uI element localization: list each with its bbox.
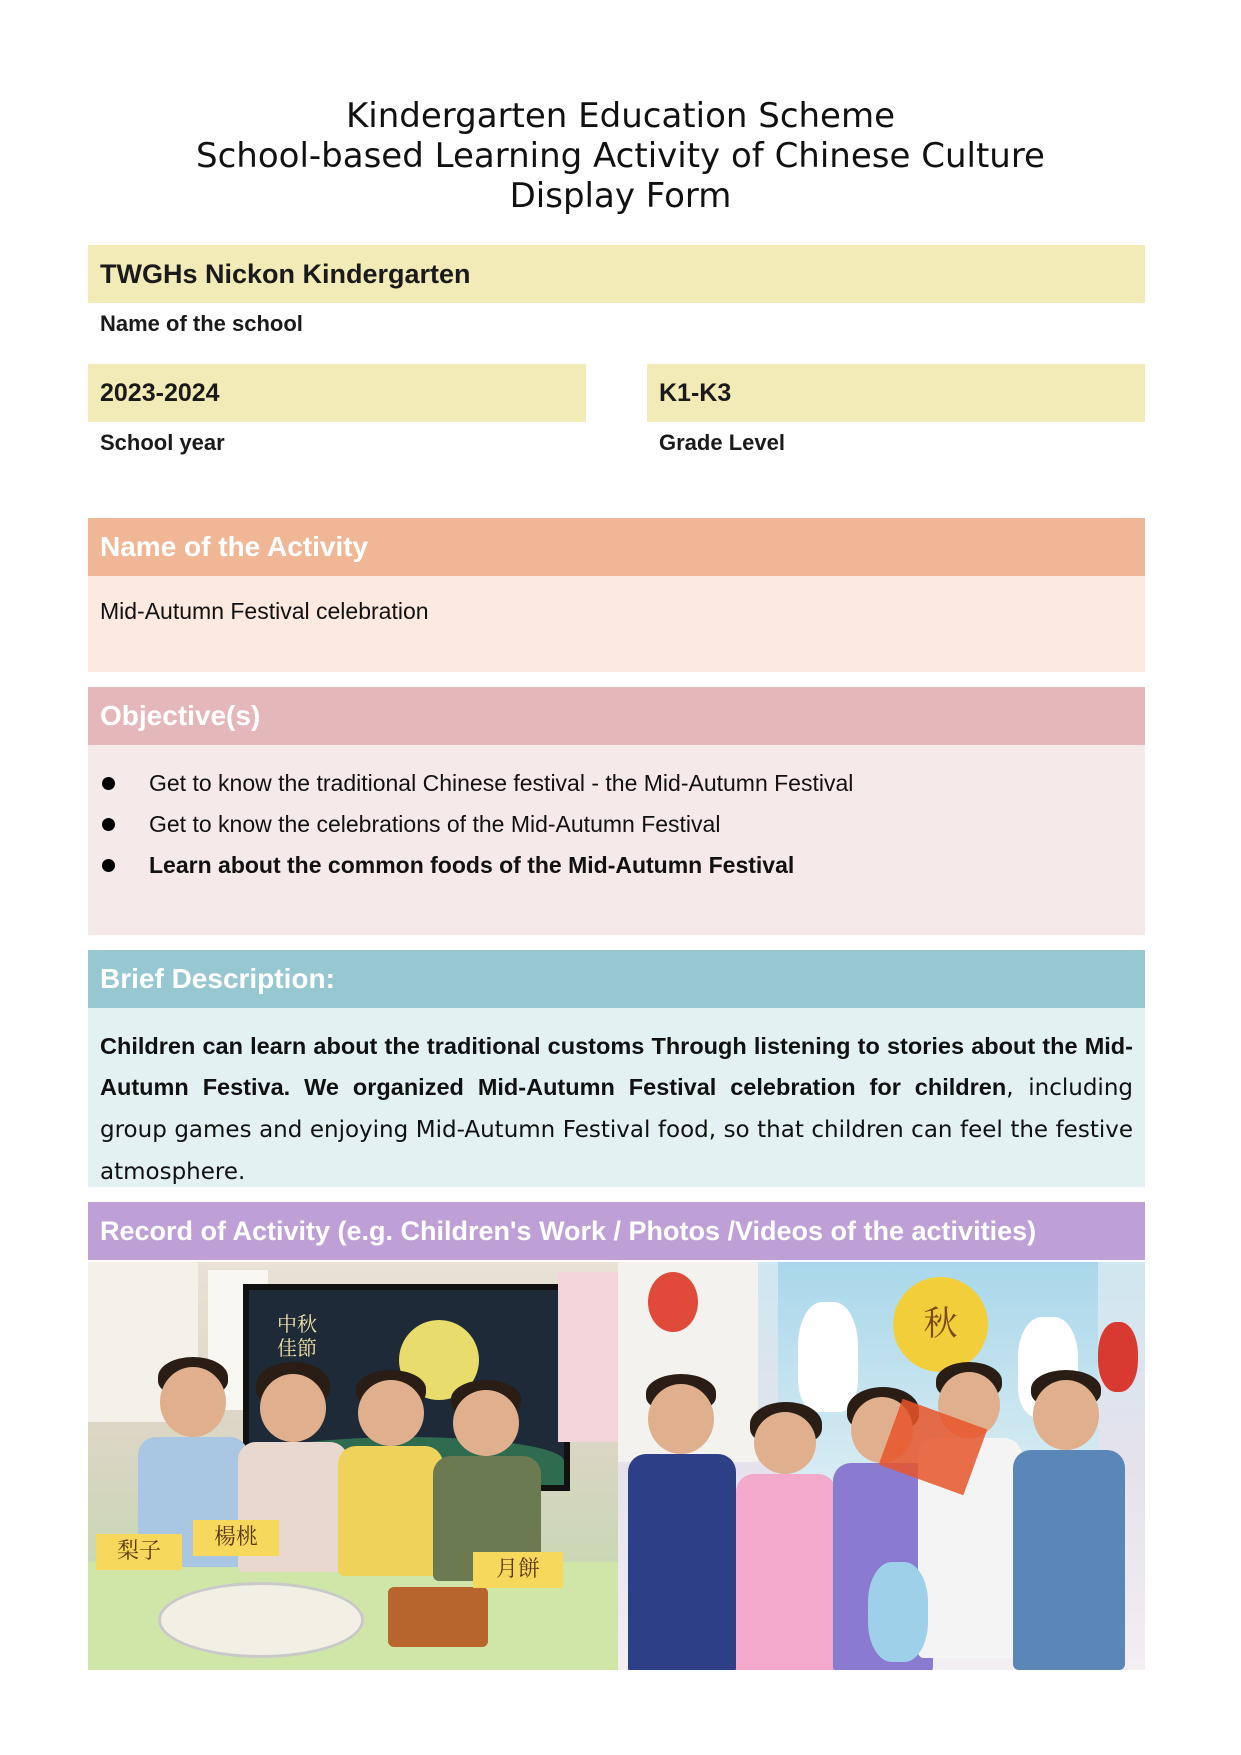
rabbit-figure <box>798 1302 858 1412</box>
title-line-1: Kindergarten Education Scheme <box>345 96 896 136</box>
title-line-2: School-based Learning Activity of Chinese Culture <box>196 136 1045 176</box>
grade-level-label: Grade Level <box>659 430 785 455</box>
stage-photo <box>618 1262 1145 1670</box>
fruit-plate <box>158 1582 364 1658</box>
description-box <box>88 1008 1145 1187</box>
activity-name-box <box>88 576 1145 672</box>
food-tray <box>388 1587 488 1647</box>
school-name-label: Name of the school <box>100 311 303 336</box>
record-heading: Record of Activity (e.g. Children's Work / Photos /Videos of the activities) <box>88 1202 1145 1260</box>
school-year-value: 2023-2024 <box>100 378 220 407</box>
objective-item: Get to know the traditional Chinese festival - the Mid-Autumn Festival <box>88 763 1145 804</box>
objectives-list <box>88 763 1145 886</box>
document-title <box>0 96 1241 216</box>
objectives-box <box>88 745 1145 935</box>
screen-text: 中秋 佳節 <box>277 1312 317 1360</box>
bullet-icon <box>102 859 115 872</box>
school-year-field <box>88 364 586 422</box>
description-heading: Brief Description: <box>88 950 1145 1008</box>
backdrop-moon-banner: 秋 <box>893 1277 988 1372</box>
description-text: Children can learn about the traditional customs Through listening to stories about the Mid-Autumn Festiva. We organized Mid-Autumn Festival celebration for children, including group games and enjoying Mid-Autumn Festival food, so that children can feel the festive atmosphere. <box>100 1033 1133 1185</box>
lantern-icon <box>1098 1322 1138 1392</box>
school-name-field <box>88 245 1145 303</box>
school-name-value: TWGHs Nickon Kindergarten <box>100 258 471 289</box>
title-line-3: Display Form <box>509 176 732 216</box>
objective-item: Learn about the common foods of the Mid-Autumn Festival <box>88 845 1145 886</box>
food-sign: 月餅 <box>473 1552 563 1588</box>
activity-heading: Name of the Activity <box>88 518 1145 576</box>
school-year-label: School year <box>100 430 225 455</box>
classroom-photo <box>88 1262 618 1670</box>
objective-item: Get to know the celebrations of the Mid-Autumn Festival <box>88 804 1145 845</box>
lantern-icon <box>648 1272 698 1332</box>
doll-toy <box>868 1562 928 1662</box>
objectives-heading: Objective(s) <box>88 687 1145 745</box>
bullet-icon <box>102 818 115 831</box>
grade-level-field <box>647 364 1145 422</box>
bullet-icon <box>102 777 115 790</box>
activity-photo-collage <box>88 1262 1145 1670</box>
wall-chart <box>558 1272 618 1442</box>
activity-name-value: Mid-Autumn Festival celebration <box>100 598 429 624</box>
food-sign: 梨子 <box>96 1534 182 1570</box>
grade-level-value: K1-K3 <box>659 378 732 407</box>
food-sign: 楊桃 <box>193 1520 279 1556</box>
